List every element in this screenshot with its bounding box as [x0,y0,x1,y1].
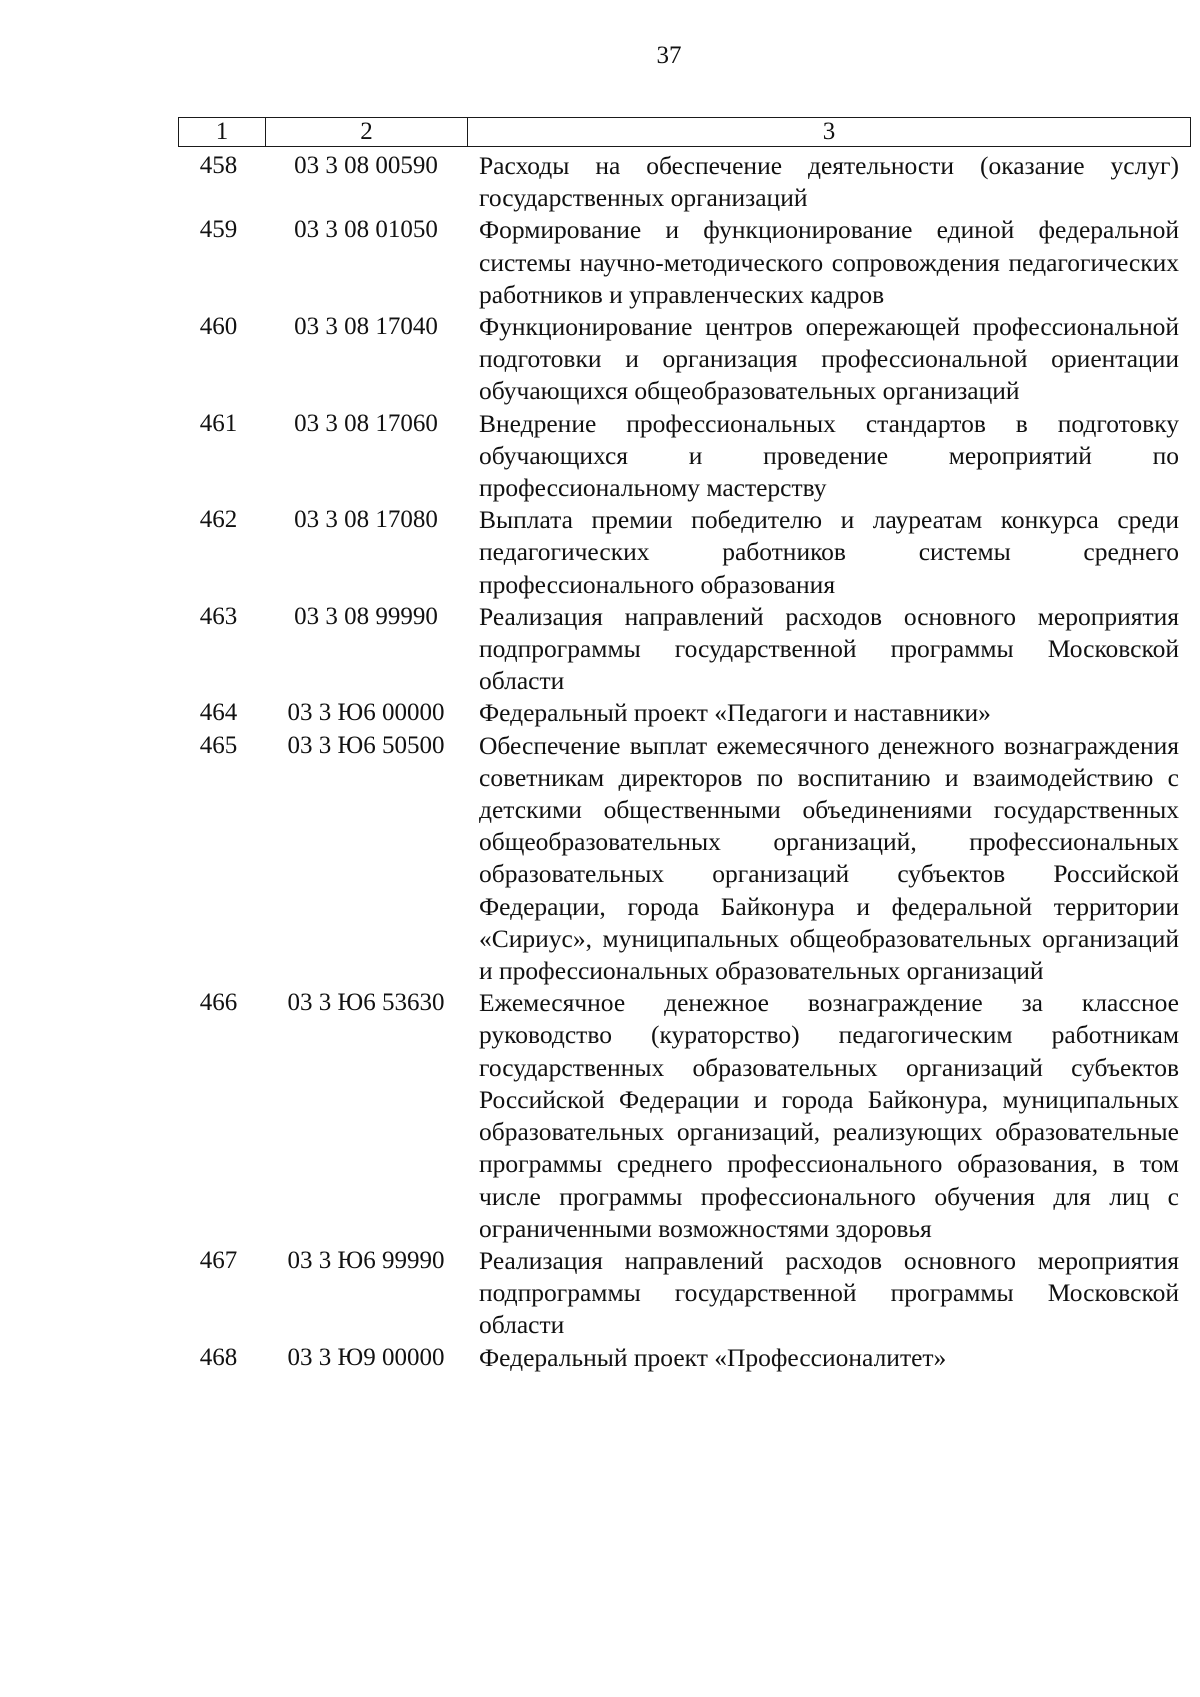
row-number: 459 [199,216,238,244]
row-code: 03 3 Ю6 99990 [287,1246,445,1274]
row-code: 03 3 08 01050 [294,216,438,244]
row-description: Федеральный проект «Педагоги и наставники» [479,698,991,728]
row-code: 03 3 08 00590 [294,152,438,179]
row-number: 468 [199,1343,238,1371]
table-row [178,1342,1191,1374]
row-description: Реализация направлений расходов основного мероприятия подпрограммы государственной программы Московской области [479,1245,1179,1340]
table-row [178,504,1191,601]
table-row [178,601,1191,698]
table-body [178,150,1191,1374]
page-number: 37 [656,42,682,69]
row-code: 03 3 08 17040 [294,313,438,341]
row-code: 03 3 Ю6 50500 [287,731,445,759]
row-description: Обеспечение выплат ежемесячного денежного вознаграждения советникам директоров по воспитанию и взаимодействию с детскими общественными объединениями государственных общеобразовательных организаций, профессиональных образовательных организаций субъектов Российской Федерации, города Байконура и федеральной территории «Сириус», муниципальных общеобразовательных организаций и профессиональных образовательных организаций [479,730,1179,986]
row-code: 03 3 Ю6 53630 [287,989,445,1017]
row-code: 03 3 08 99990 [294,602,438,630]
row-number: 458 [199,152,238,179]
row-number: 467 [199,1246,238,1274]
row-number: 462 [199,506,238,534]
row-description: Формирование и функционирование единой федеральной системы научно-методического сопровождения педагогических работников и управленческих кадров [479,215,1179,309]
row-number: 461 [199,409,238,437]
header-col-1: 1 [179,118,266,146]
table-row [178,214,1191,311]
table-row [178,408,1191,505]
row-description: Функционирование центров опережающей профессиональной подготовки и организация профессиональной ориентации обучающихся общеобразовательных организаций [479,312,1179,406]
row-description: Внедрение профессиональных стандартов в подготовку обучающихся и проведение мероприятий по профессиональному мастерству [479,408,1179,503]
table-row [178,150,1191,214]
row-number: 464 [199,699,238,727]
row-code: 03 3 08 17080 [294,506,438,534]
row-description: Федеральный проект «Профессионалитет» [479,1342,947,1372]
row-number: 465 [199,731,238,759]
row-description: Ежемесячное денежное вознаграждение за классное руководство (кураторство) педагогическим работникам государственных образовательных организаций субъектов Российской Федерации и города Байконура, муниципальных образовательных организаций, реализующих образовательные программы среднего профессионального образования, в том числе программы профессионального обучения для лиц с ограниченными возможностями здоровья [479,988,1179,1243]
row-description: Расходы на обеспечение деятельности (оказание услуг) государственных организаций [479,151,1179,213]
table-row [178,311,1191,408]
table-row [178,1245,1191,1342]
table-row [178,730,1191,988]
row-code: 03 3 Ю9 00000 [287,1343,445,1371]
row-number: 460 [199,313,238,341]
row-code: 03 3 08 17060 [294,409,438,437]
row-number: 466 [199,989,238,1017]
row-number: 463 [199,602,238,630]
table-row [178,697,1191,729]
table-header-row [178,117,1191,147]
table-row [178,987,1191,1245]
row-description: Реализация направлений расходов основного мероприятия подпрограммы государственной программы Московской области [479,601,1179,696]
row-description: Выплата премии победителю и лауреатам конкурса среди педагогических работников системы среднего профессионального образования [479,505,1179,599]
row-code: 03 3 Ю6 00000 [287,699,445,727]
header-col-2: 2 [266,118,468,146]
header-col-3: 3 [822,118,836,145]
